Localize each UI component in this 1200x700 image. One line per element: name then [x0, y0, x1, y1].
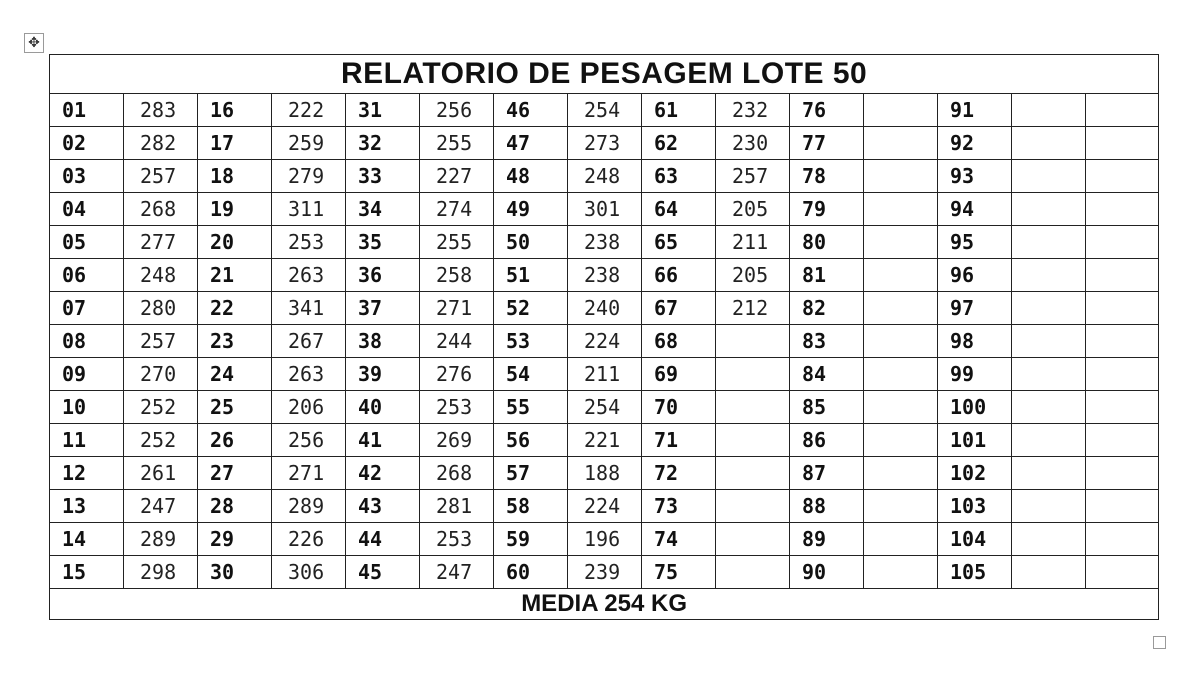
weight-cell: 341 [272, 292, 346, 325]
weight-cell [1012, 325, 1086, 358]
table-row [50, 127, 1159, 160]
animal-number-cell: 99 [938, 358, 1012, 391]
weight-cell [1012, 160, 1086, 193]
animal-number-cell: 39 [346, 358, 420, 391]
animal-number-cell: 06 [50, 259, 124, 292]
weight-cell: 253 [272, 226, 346, 259]
weight-cell [864, 556, 938, 589]
empty-cell [1086, 94, 1159, 127]
animal-number-cell: 14 [50, 523, 124, 556]
weight-cell: 224 [568, 325, 642, 358]
animal-number-cell: 104 [938, 523, 1012, 556]
table-row [50, 391, 1159, 424]
weight-cell [864, 292, 938, 325]
weight-cell [1012, 259, 1086, 292]
animal-number-cell: 81 [790, 259, 864, 292]
weight-cell [1012, 226, 1086, 259]
weight-cell: 222 [272, 94, 346, 127]
animal-number-cell: 18 [198, 160, 272, 193]
animal-number-cell: 78 [790, 160, 864, 193]
weight-cell: 301 [568, 193, 642, 226]
animal-number-cell: 29 [198, 523, 272, 556]
animal-number-cell: 13 [50, 490, 124, 523]
weight-cell: 263 [272, 358, 346, 391]
animal-number-cell: 60 [494, 556, 568, 589]
table-row [50, 457, 1159, 490]
animal-number-cell: 32 [346, 127, 420, 160]
animal-number-cell: 105 [938, 556, 1012, 589]
weight-cell: 273 [568, 127, 642, 160]
animal-number-cell: 71 [642, 424, 716, 457]
animal-number-cell: 61 [642, 94, 716, 127]
weighing-report-table [49, 54, 1159, 620]
animal-number-cell: 21 [198, 259, 272, 292]
weight-cell [1012, 358, 1086, 391]
weight-cell: 211 [568, 358, 642, 391]
empty-cell [1086, 556, 1159, 589]
weight-cell: 206 [272, 391, 346, 424]
weight-cell: 257 [716, 160, 790, 193]
animal-number-cell: 37 [346, 292, 420, 325]
animal-number-cell: 100 [938, 391, 1012, 424]
animal-number-cell: 75 [642, 556, 716, 589]
weight-cell: 247 [420, 556, 494, 589]
weight-cell: 298 [124, 556, 198, 589]
animal-number-cell: 80 [790, 226, 864, 259]
table-move-handle-icon[interactable]: ✥ [24, 33, 44, 53]
weight-cell: 270 [124, 358, 198, 391]
weight-cell: 281 [420, 490, 494, 523]
weight-cell [864, 424, 938, 457]
weight-cell: 261 [124, 457, 198, 490]
animal-number-cell: 24 [198, 358, 272, 391]
weight-cell: 279 [272, 160, 346, 193]
weight-cell: 244 [420, 325, 494, 358]
table-row [50, 193, 1159, 226]
animal-number-cell: 45 [346, 556, 420, 589]
animal-number-cell: 20 [198, 226, 272, 259]
weight-cell: 256 [272, 424, 346, 457]
weight-cell: 271 [272, 457, 346, 490]
animal-number-cell: 57 [494, 457, 568, 490]
report-body [50, 55, 1159, 620]
weight-cell: 248 [124, 259, 198, 292]
weight-cell [864, 325, 938, 358]
animal-number-cell: 43 [346, 490, 420, 523]
weight-cell: 259 [272, 127, 346, 160]
weight-cell [716, 523, 790, 556]
weight-cell [1012, 127, 1086, 160]
weight-cell [1012, 523, 1086, 556]
animal-number-cell: 34 [346, 193, 420, 226]
weight-cell: 283 [124, 94, 198, 127]
weight-cell: 253 [420, 391, 494, 424]
animal-number-cell: 50 [494, 226, 568, 259]
empty-cell [1086, 523, 1159, 556]
animal-number-cell: 62 [642, 127, 716, 160]
weight-cell [864, 490, 938, 523]
weight-cell [1012, 193, 1086, 226]
animal-number-cell: 85 [790, 391, 864, 424]
weight-cell: 254 [568, 391, 642, 424]
table-row [50, 160, 1159, 193]
table-row [50, 523, 1159, 556]
animal-number-cell: 90 [790, 556, 864, 589]
empty-cell [1086, 259, 1159, 292]
animal-number-cell: 88 [790, 490, 864, 523]
animal-number-cell: 67 [642, 292, 716, 325]
table-row [50, 490, 1159, 523]
weight-cell [864, 226, 938, 259]
weight-cell [716, 490, 790, 523]
empty-cell [1086, 292, 1159, 325]
animal-number-cell: 47 [494, 127, 568, 160]
weight-cell: 238 [568, 226, 642, 259]
weight-cell: 282 [124, 127, 198, 160]
animal-number-cell: 97 [938, 292, 1012, 325]
footer-row [50, 589, 1159, 620]
animal-number-cell: 72 [642, 457, 716, 490]
animal-number-cell: 56 [494, 424, 568, 457]
animal-number-cell: 31 [346, 94, 420, 127]
animal-number-cell: 52 [494, 292, 568, 325]
animal-number-cell: 30 [198, 556, 272, 589]
animal-number-cell: 44 [346, 523, 420, 556]
empty-cell [1086, 358, 1159, 391]
table-row [50, 259, 1159, 292]
title-row [50, 55, 1159, 94]
animal-number-cell: 42 [346, 457, 420, 490]
animal-number-cell: 76 [790, 94, 864, 127]
weight-cell: 240 [568, 292, 642, 325]
table-row [50, 556, 1159, 589]
animal-number-cell: 05 [50, 226, 124, 259]
weight-cell: 289 [124, 523, 198, 556]
animal-number-cell: 08 [50, 325, 124, 358]
animal-number-cell: 46 [494, 94, 568, 127]
animal-number-cell: 12 [50, 457, 124, 490]
animal-number-cell: 33 [346, 160, 420, 193]
animal-number-cell: 36 [346, 259, 420, 292]
weight-cell: 205 [716, 193, 790, 226]
weight-cell: 274 [420, 193, 494, 226]
weight-cell: 188 [568, 457, 642, 490]
weight-cell [1012, 490, 1086, 523]
animal-number-cell: 09 [50, 358, 124, 391]
weight-cell [864, 94, 938, 127]
animal-number-cell: 98 [938, 325, 1012, 358]
weight-cell: 268 [124, 193, 198, 226]
animal-number-cell: 49 [494, 193, 568, 226]
weight-cell: 205 [716, 259, 790, 292]
table-row [50, 424, 1159, 457]
table-resize-handle[interactable] [1153, 636, 1166, 649]
animal-number-cell: 03 [50, 160, 124, 193]
animal-number-cell: 25 [198, 391, 272, 424]
weight-cell: 211 [716, 226, 790, 259]
weight-cell [716, 325, 790, 358]
animal-number-cell: 28 [198, 490, 272, 523]
animal-number-cell: 89 [790, 523, 864, 556]
animal-number-cell: 74 [642, 523, 716, 556]
weight-cell: 252 [124, 391, 198, 424]
weight-cell [716, 424, 790, 457]
weight-cell: 289 [272, 490, 346, 523]
animal-number-cell: 69 [642, 358, 716, 391]
animal-number-cell: 10 [50, 391, 124, 424]
animal-number-cell: 102 [938, 457, 1012, 490]
animal-number-cell: 73 [642, 490, 716, 523]
animal-number-cell: 54 [494, 358, 568, 391]
weight-cell: 230 [716, 127, 790, 160]
animal-number-cell: 79 [790, 193, 864, 226]
weight-cell: 255 [420, 226, 494, 259]
animal-number-cell: 65 [642, 226, 716, 259]
weight-cell: 311 [272, 193, 346, 226]
weight-cell: 255 [420, 127, 494, 160]
animal-number-cell: 68 [642, 325, 716, 358]
animal-number-cell: 35 [346, 226, 420, 259]
animal-number-cell: 04 [50, 193, 124, 226]
weight-cell: 224 [568, 490, 642, 523]
empty-cell [1086, 391, 1159, 424]
weight-cell [864, 259, 938, 292]
weight-cell: 257 [124, 325, 198, 358]
weight-cell [1012, 94, 1086, 127]
empty-cell [1086, 160, 1159, 193]
animal-number-cell: 92 [938, 127, 1012, 160]
animal-number-cell: 96 [938, 259, 1012, 292]
empty-cell [1086, 457, 1159, 490]
animal-number-cell: 17 [198, 127, 272, 160]
empty-cell [1086, 127, 1159, 160]
weight-cell [864, 523, 938, 556]
animal-number-cell: 38 [346, 325, 420, 358]
weight-cell: 221 [568, 424, 642, 457]
table-row [50, 226, 1159, 259]
animal-number-cell: 93 [938, 160, 1012, 193]
animal-number-cell: 58 [494, 490, 568, 523]
weight-cell [864, 127, 938, 160]
weight-cell: 254 [568, 94, 642, 127]
weight-cell: 280 [124, 292, 198, 325]
animal-number-cell: 27 [198, 457, 272, 490]
animal-number-cell: 103 [938, 490, 1012, 523]
animal-number-cell: 48 [494, 160, 568, 193]
weight-cell: 252 [124, 424, 198, 457]
weight-cell [864, 160, 938, 193]
empty-cell [1086, 226, 1159, 259]
animal-number-cell: 94 [938, 193, 1012, 226]
weight-cell [1012, 556, 1086, 589]
empty-cell [1086, 490, 1159, 523]
weight-cell: 248 [568, 160, 642, 193]
weight-cell [1012, 391, 1086, 424]
weight-cell: 263 [272, 259, 346, 292]
table-row [50, 358, 1159, 391]
table-row [50, 292, 1159, 325]
animal-number-cell: 23 [198, 325, 272, 358]
weight-cell [716, 457, 790, 490]
animal-number-cell: 40 [346, 391, 420, 424]
weight-cell: 256 [420, 94, 494, 127]
animal-number-cell: 86 [790, 424, 864, 457]
weight-cell: 276 [420, 358, 494, 391]
table-row [50, 325, 1159, 358]
report-title: RELATORIO DE PESAGEM LOTE 50 [50, 55, 1159, 94]
weight-cell [1012, 424, 1086, 457]
weight-cell: 258 [420, 259, 494, 292]
weight-cell [1012, 292, 1086, 325]
animal-number-cell: 91 [938, 94, 1012, 127]
weight-cell: 271 [420, 292, 494, 325]
animal-number-cell: 02 [50, 127, 124, 160]
weight-cell: 277 [124, 226, 198, 259]
report-average: MEDIA 254 KG [50, 589, 1159, 620]
animal-number-cell: 95 [938, 226, 1012, 259]
animal-number-cell: 11 [50, 424, 124, 457]
animal-number-cell: 70 [642, 391, 716, 424]
animal-number-cell: 55 [494, 391, 568, 424]
weight-cell [716, 391, 790, 424]
animal-number-cell: 19 [198, 193, 272, 226]
weight-cell [864, 391, 938, 424]
animal-number-cell: 16 [198, 94, 272, 127]
weight-cell: 269 [420, 424, 494, 457]
weight-cell [864, 358, 938, 391]
animal-number-cell: 15 [50, 556, 124, 589]
empty-cell [1086, 193, 1159, 226]
animal-number-cell: 59 [494, 523, 568, 556]
animal-number-cell: 101 [938, 424, 1012, 457]
weight-cell: 238 [568, 259, 642, 292]
animal-number-cell: 26 [198, 424, 272, 457]
empty-cell [1086, 424, 1159, 457]
animal-number-cell: 83 [790, 325, 864, 358]
animal-number-cell: 53 [494, 325, 568, 358]
animal-number-cell: 82 [790, 292, 864, 325]
weight-cell: 267 [272, 325, 346, 358]
animal-number-cell: 22 [198, 292, 272, 325]
weight-cell: 239 [568, 556, 642, 589]
weight-cell: 247 [124, 490, 198, 523]
weight-cell: 257 [124, 160, 198, 193]
weight-cell: 196 [568, 523, 642, 556]
weight-cell [1012, 457, 1086, 490]
weight-cell: 253 [420, 523, 494, 556]
animal-number-cell: 64 [642, 193, 716, 226]
animal-number-cell: 07 [50, 292, 124, 325]
weight-cell: 232 [716, 94, 790, 127]
animal-number-cell: 51 [494, 259, 568, 292]
weight-cell: 306 [272, 556, 346, 589]
weight-cell [716, 358, 790, 391]
animal-number-cell: 77 [790, 127, 864, 160]
empty-cell [1086, 325, 1159, 358]
weight-cell: 268 [420, 457, 494, 490]
animal-number-cell: 87 [790, 457, 864, 490]
animal-number-cell: 63 [642, 160, 716, 193]
weight-cell [864, 193, 938, 226]
weight-cell [716, 556, 790, 589]
weight-cell: 227 [420, 160, 494, 193]
weight-cell: 226 [272, 523, 346, 556]
animal-number-cell: 41 [346, 424, 420, 457]
animal-number-cell: 66 [642, 259, 716, 292]
weight-cell [864, 457, 938, 490]
animal-number-cell: 01 [50, 94, 124, 127]
weight-cell: 212 [716, 292, 790, 325]
animal-number-cell: 84 [790, 358, 864, 391]
table-row [50, 94, 1159, 127]
